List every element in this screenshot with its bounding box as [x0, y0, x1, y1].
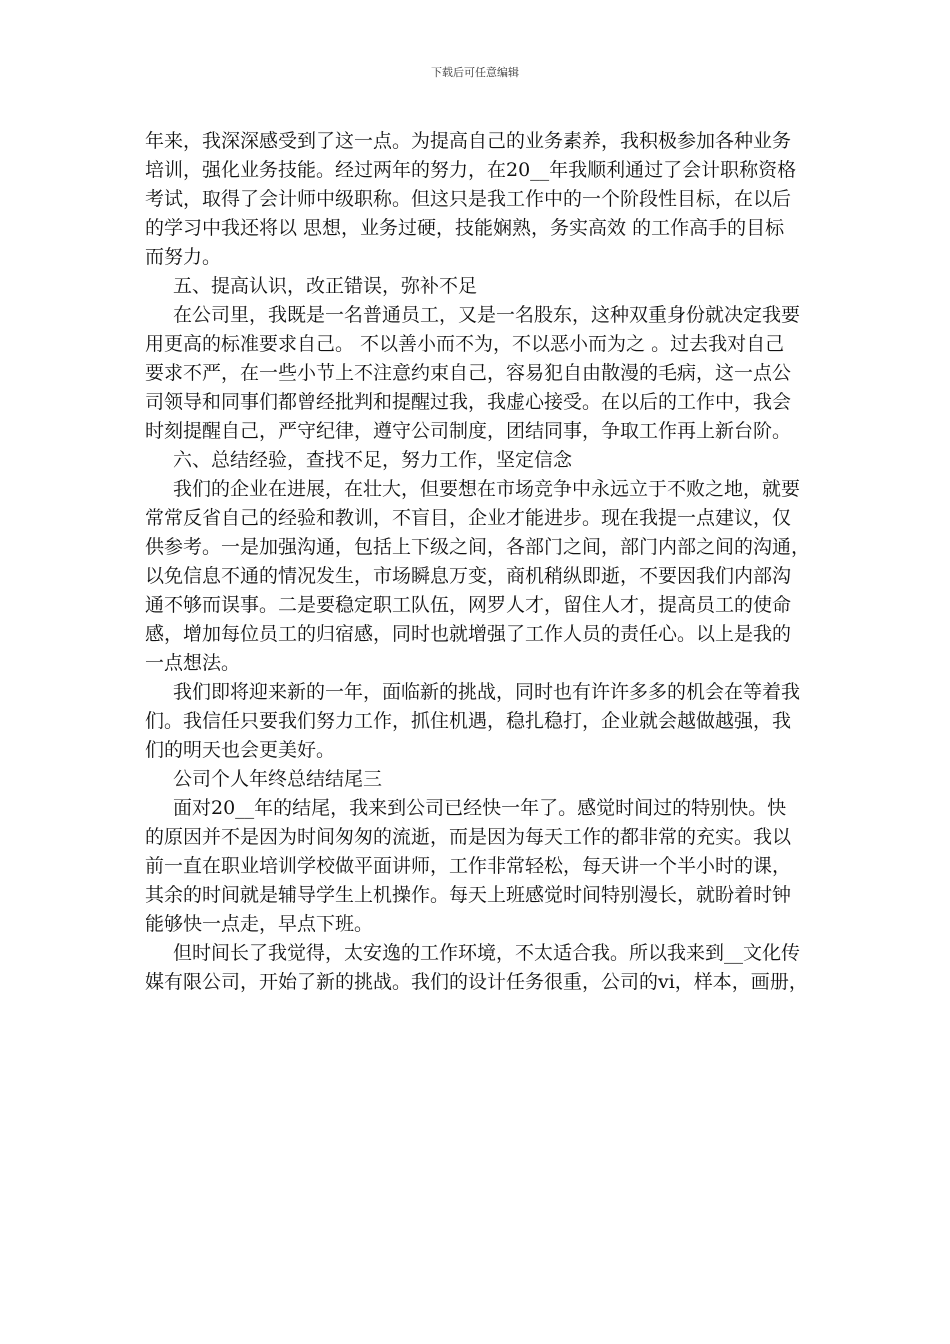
paragraph-line: 媒有限公司，开始了新的挑战。我们的设计任务很重，公司的vi，样本，画册， [145, 971, 808, 993]
paragraph-line: 通不够而误事。二是要稳定职工队伍，网罗人才，留住人才，提高员工的使命 [145, 594, 792, 616]
paragraph-line: 们的明天也会更美好。 [145, 739, 336, 761]
paragraph-line: 六、总结经验，查找不足，努力工作，坚定信念 [173, 449, 573, 471]
paragraph-line: 但时间长了我觉得，太安逸的工作环境，不太适合我。所以我来到__文化传 [173, 942, 801, 964]
paragraph-line: 我们即将迎来新的一年，面临新的挑战，同时也有许许多多的机会在等着我 [173, 681, 801, 703]
paragraph-line: 考试，取得了会计师中级职称。但这只是我工作中的一个阶段性目标，在以后 [145, 188, 792, 210]
paragraph-line: 常常反省自己的经验和教训，不盲目，企业才能进步。现在我提一点建议，仅 [145, 507, 792, 529]
paragraph-line: 公司个人年终总结结尾三 [173, 768, 383, 790]
paragraph-line: 感，增加每位员工的归宿感，同时也就增强了工作人员的责任心。以上是我的 [145, 623, 792, 645]
paragraph-line: 年来，我深深感受到了这一点。为提高自己的业务素养，我积极参加各种业务 [145, 130, 792, 152]
paragraph-line: 培训，强化业务技能。经过两年的努力，在20__年我顺利通过了会计职称资格 [145, 159, 797, 181]
paragraph-line: 面对20__年的结尾，我来到公司已经快一年了。感觉时间过的特别快。快 [173, 797, 787, 819]
paragraph-line: 用更高的标准要求自己。 不以善小而不为，不以恶小而为之 。过去我对自己 [145, 333, 785, 355]
paragraph-line: 以免信息不通的情况发生，市场瞬息万变，商机稍纵即逝，不要因我们内部沟 [145, 565, 792, 587]
paragraph-line: 一点想法。 [145, 652, 241, 674]
paragraph-line: 供参考。一是加强沟通，包括上下级之间，各部门之间，部门内部之间的沟通， [145, 536, 811, 558]
paragraph-line: 五、提高认识，改正错误，弥补不足 [173, 275, 478, 297]
paragraph-line: 在公司里，我既是一名普通员工，又是一名股东，这种双重身份就决定我要 [173, 304, 801, 326]
paragraph-line: 而努力。 [145, 246, 222, 268]
document-body [145, 127, 825, 997]
paragraph-line: 我们的企业在进展，在壮大，但要想在市场竞争中永远立于不败之地，就要 [173, 478, 801, 500]
paragraph-line: 要求不严，在一些小节上不注意约束自己，容易犯自由散漫的毛病，这一点公 [145, 362, 792, 384]
paragraph-line: 司领导和同事们都曾经批判和提醒过我，我虚心接受。在以后的工作中，我会 [145, 391, 792, 413]
paragraph-line: 的学习中我还将以 思想，业务过硬，技能娴熟，务实高效 的工作高手的目标 [145, 217, 785, 239]
paragraph-line: 前一直在职业培训学校做平面讲师，工作非常轻松，每天讲一个半小时的课， [145, 855, 792, 877]
paragraph-line: 们。我信任只要我们努力工作，抓住机遇，稳扎稳打，企业就会越做越强，我 [145, 710, 792, 732]
paragraph-line: 的原因并不是因为时间匆匆的流逝，而是因为每天工作的都非常的充实。我以 [145, 826, 792, 848]
paragraph-line: 能够快一点走，早点下班。 [145, 913, 374, 935]
paragraph-line: 其余的时间就是辅导学生上机操作。每天上班感觉时间特别漫长，就盼着时钟 [145, 884, 792, 906]
page-header: 下载后可任意编辑 [431, 66, 519, 79]
paragraph-line: 时刻提醒自己，严守纪律，遵守公司制度，团结同事，争取工作再上新台阶。 [145, 420, 792, 442]
